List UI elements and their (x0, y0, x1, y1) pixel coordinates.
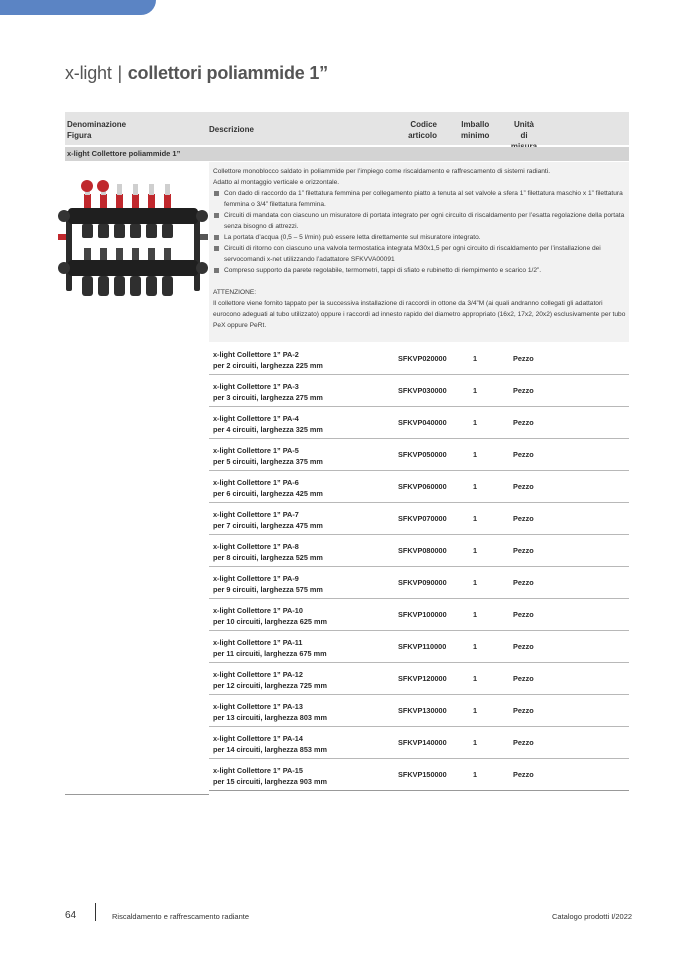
product-name: x-light Collettore 1” PA-12 (213, 670, 303, 679)
product-unit: Pezzo (513, 546, 534, 555)
product-spec: per 15 circuiti, larghezza 903 mm (213, 776, 327, 786)
product-code: SFKVP100000 (398, 610, 447, 619)
product-name: x-light Collettore 1” PA-9 (213, 574, 299, 583)
page-number: 64 (65, 910, 77, 921)
product-spec: per 7 circuiti, larghezza 475 mm (213, 520, 323, 530)
description-bullet (213, 265, 627, 276)
bullet-square-icon (214, 246, 219, 251)
product-unit: Pezzo (513, 450, 534, 459)
product-code: SFKVP120000 (398, 674, 447, 683)
bullet-text: La portata d’acqua (0,5 – 5 l/min) può essere letta direttamente sul misuratore integrato. (224, 234, 481, 241)
product-code: SFKVP090000 (398, 578, 447, 587)
product-spec: per 5 circuiti, larghezza 375 mm (213, 456, 323, 466)
table-row (209, 407, 629, 439)
header-unita-label-2: di (520, 131, 528, 140)
table-row (209, 567, 629, 599)
product-spec: per 9 circuiti, larghezza 575 mm (213, 584, 323, 594)
product-unit: Pezzo (513, 578, 534, 587)
product-min: 1 (473, 706, 478, 715)
description-bullet (213, 210, 627, 232)
product-min: 1 (473, 674, 478, 683)
description-bullets (213, 188, 627, 276)
product-min: 1 (473, 450, 478, 459)
bullet-text: Con dado di raccordo da 1” filettatura femmina per collegamento piatto a tenuta al set valvole a sfera 1” filettatura maschio x 1” filettatura femmina o 3/4” filettatura femmina. (224, 190, 623, 208)
product-min: 1 (473, 770, 478, 779)
product-spec: per 12 circuiti, larghezza 725 mm (213, 680, 327, 690)
product-unit: Pezzo (513, 386, 534, 395)
bullet-text: Circuiti di mandata con ciascuno un misuratore di portata integrato per ogni circuito di riscaldamento per l’esatta regolazione della portata senza bisogno di attrezzi. (224, 212, 625, 230)
product-name-cell (213, 542, 323, 563)
product-spec: per 14 circuiti, larghezza 853 mm (213, 744, 327, 754)
product-min: 1 (473, 418, 478, 427)
table-row (209, 439, 629, 471)
attention-title: ATTENZIONE: (213, 289, 257, 296)
product-name-cell (213, 382, 323, 403)
product-unit: Pezzo (513, 642, 534, 651)
product-min: 1 (473, 578, 478, 587)
product-code: SFKVP060000 (398, 482, 447, 491)
product-name: x-light Collettore 1” PA-10 (213, 606, 303, 615)
table-row (209, 759, 629, 791)
description-text (213, 166, 627, 331)
table-bottom-rule (65, 794, 209, 795)
category-row (65, 147, 629, 161)
manifold-product-image (58, 176, 208, 314)
product-spec: per 4 circuiti, larghezza 325 mm (213, 424, 323, 434)
product-code: SFKVP140000 (398, 738, 447, 747)
table-row (209, 663, 629, 695)
header-denominazione-label: Denominazione (67, 120, 127, 129)
product-name: x-light Collettore 1” PA-14 (213, 734, 303, 743)
product-name: x-light Collettore 1” PA-15 (213, 766, 303, 775)
header-figura-label: Figura (67, 131, 92, 140)
product-name-cell (213, 350, 323, 371)
title-product: collettori poliammide 1” (127, 63, 328, 83)
product-name: x-light Collettore 1” PA-8 (213, 542, 299, 551)
product-unit: Pezzo (513, 514, 534, 523)
product-min: 1 (473, 610, 478, 619)
product-name-cell (213, 478, 323, 499)
product-spec: per 13 circuiti, larghezza 803 mm (213, 712, 327, 722)
category-label: x-light Collettore poliammide 1” (67, 149, 181, 158)
table-row (209, 343, 629, 375)
bullet-square-icon (214, 191, 219, 196)
product-code: SFKVP110000 (398, 642, 447, 651)
table-row (209, 375, 629, 407)
product-unit: Pezzo (513, 610, 534, 619)
product-code: SFKVP030000 (398, 386, 447, 395)
product-name-cell (213, 414, 323, 435)
bullet-text: Circuiti di ritorno con ciascuno una valvola termostatica integrata M30x1,5 per ogni circuito di riscaldamento per l’installazione dei servocomandi x-net utilizzando l’adattatore SFKVVA00091 (224, 245, 601, 263)
product-unit: Pezzo (513, 706, 534, 715)
product-name-cell (213, 766, 327, 787)
table-row (209, 599, 629, 631)
bullet-square-icon (214, 268, 219, 273)
product-name-cell (213, 606, 327, 627)
product-name: x-light Collettore 1” PA-13 (213, 702, 303, 711)
title-separator: | (117, 63, 122, 83)
description-intro-1: Collettore monoblocco saldato in poliammide per l’impiego come riscaldamento e raffrescamento di sistemi radianti. (213, 168, 551, 175)
footer-section: Riscaldamento e raffrescamento radiante (112, 912, 250, 921)
title-brand: x-light (65, 63, 112, 83)
header-imballo-label-2: minimo (461, 131, 490, 140)
product-name-cell (213, 638, 327, 659)
product-code: SFKVP080000 (398, 546, 447, 555)
table-header (65, 112, 629, 145)
description-bullet (213, 243, 627, 265)
product-name: x-light Collettore 1” PA-11 (213, 638, 303, 647)
product-spec: per 6 circuiti, larghezza 425 mm (213, 488, 323, 498)
product-name: x-light Collettore 1” PA-6 (213, 478, 299, 487)
product-spec: per 2 circuiti, larghezza 225 mm (213, 360, 323, 370)
table-row (209, 631, 629, 663)
header-codice-label-1: Codice (410, 120, 437, 129)
product-name-cell (213, 446, 323, 467)
product-min: 1 (473, 514, 478, 523)
table-row (209, 503, 629, 535)
header-descrizione: Descrizione (209, 125, 254, 134)
table-row (209, 535, 629, 567)
product-code: SFKVP150000 (398, 770, 447, 779)
product-spec: per 10 circuiti, larghezza 625 mm (213, 616, 327, 626)
bullet-text: Compreso supporto da parete regolabile, termometri, tappi di sfiato e rubinetto di riempimento e scarico 1/2”. (224, 267, 542, 274)
product-min: 1 (473, 386, 478, 395)
attention-text: Il collettore viene fornito tappato per la successiva installazione di raccordi in ottone da 3/4”M (ai quali andranno collegati gli adattatori eurocono adeguati al tubo utilizzato) oppure i raccordi ad innesto rapido del diametro appropriato (16x2, 17x2, 20x2) esclusivamente per tubo PeX oppure PeRt. (213, 300, 626, 329)
bullet-square-icon (214, 213, 219, 218)
product-code: SFKVP040000 (398, 418, 447, 427)
product-name-cell (213, 510, 323, 531)
product-unit: Pezzo (513, 674, 534, 683)
header-unita-label-1: Unità (514, 120, 534, 129)
page-title (65, 63, 328, 84)
product-name: x-light Collettore 1” PA-4 (213, 414, 299, 423)
product-name-cell (213, 574, 323, 595)
product-spec: per 3 circuiti, larghezza 275 mm (213, 392, 323, 402)
corner-tab (0, 0, 156, 15)
product-name: x-light Collettore 1” PA-3 (213, 382, 299, 391)
product-unit: Pezzo (513, 482, 534, 491)
description-bullet (213, 188, 627, 210)
product-unit: Pezzo (513, 738, 534, 747)
product-name-cell (213, 670, 327, 691)
product-name-cell (213, 734, 327, 755)
product-name: x-light Collettore 1” PA-2 (213, 350, 299, 359)
header-imballo (461, 119, 489, 141)
header-imballo-label-1: Imballo (461, 120, 490, 129)
product-spec: per 8 circuiti, larghezza 525 mm (213, 552, 323, 562)
product-min: 1 (473, 354, 478, 363)
bullet-square-icon (214, 235, 219, 240)
header-codice-label-2: articolo (408, 131, 437, 140)
product-min: 1 (473, 546, 478, 555)
product-code: SFKVP020000 (398, 354, 447, 363)
description-intro-2: Adatto al montaggio verticale e orizzontale. (213, 179, 340, 186)
product-min: 1 (473, 642, 478, 651)
footer-catalog: Catalogo prodotti I/2022 (552, 912, 633, 921)
product-min: 1 (473, 482, 478, 491)
product-unit: Pezzo (513, 354, 534, 363)
product-min: 1 (473, 738, 478, 747)
product-unit: Pezzo (513, 770, 534, 779)
footer-divider (95, 903, 96, 921)
description-bullet (213, 232, 627, 243)
header-codice (407, 119, 437, 141)
product-code: SFKVP050000 (398, 450, 447, 459)
product-spec: per 11 circuiti, larghezza 675 mm (213, 648, 327, 658)
table-row (209, 471, 629, 503)
product-name: x-light Collettore 1” PA-7 (213, 510, 299, 519)
product-table (209, 343, 629, 791)
product-unit: Pezzo (513, 418, 534, 427)
header-denominazione (67, 119, 126, 141)
product-code: SFKVP070000 (398, 514, 447, 523)
product-name-cell (213, 702, 327, 723)
product-name: x-light Collettore 1” PA-5 (213, 446, 299, 455)
product-code: SFKVP130000 (398, 706, 447, 715)
table-row (209, 727, 629, 759)
table-row (209, 695, 629, 727)
